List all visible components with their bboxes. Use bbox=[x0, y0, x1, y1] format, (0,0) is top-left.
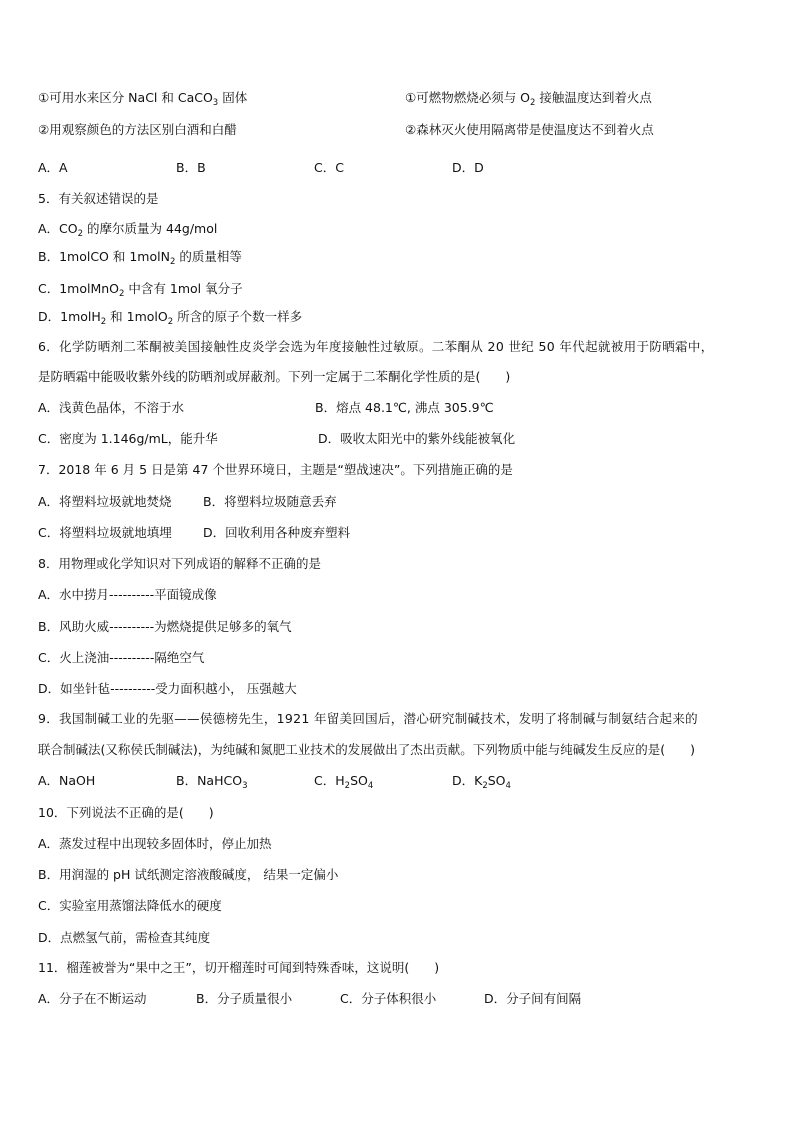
q7-option-a: A．将塑料垃圾就地焚烧 bbox=[38, 494, 172, 509]
q8-stem: 8．用物理或化学知识对下列成语的解释不正确的是 bbox=[38, 556, 321, 571]
q11-option-a: A．分子在不断运动 bbox=[38, 991, 147, 1006]
q6-option-b: B．熔点 48.1℃, 沸点 305.9℃ bbox=[315, 400, 494, 415]
q10-option-c: C．实验室用蒸馏法降低水的硬度 bbox=[38, 898, 222, 913]
q5-option-d: D．1molH$_2$ 和 1molO$_2$ 所含的原子个数一样多 bbox=[38, 309, 303, 327]
q5-stem: 5．有关叙述错误的是 bbox=[38, 191, 159, 206]
q9-option-b: B．NaHCO$_3$ bbox=[176, 773, 248, 791]
q11-option-c: C．分子体积很小 bbox=[340, 991, 437, 1006]
q9-option-c: C．$H_2SO_4$ bbox=[314, 773, 374, 791]
q10-option-d: D．点燃氢气前，需检查其纯度 bbox=[38, 930, 211, 945]
q5-option-c: C．1molMnO$_2$ 中含有 1mol 氧分子 bbox=[38, 281, 243, 299]
q6-stem-line-1: 6．化学防晒剂二苯酮被美国接触性皮炎学会选为年度接触性过敏原。二苯酮从 20 世纪 50 年代起就被用于防晒霜中， bbox=[38, 339, 714, 354]
q4-option-a: A．A bbox=[38, 160, 68, 175]
q7-option-d: D．回收利用各种废弃塑料 bbox=[203, 525, 351, 540]
q10-option-b: B．用润湿的 pH 试纸测定溶液酸碱度， 结果一定偏小 bbox=[38, 867, 339, 882]
q11-option-d: D．分子间有间隔 bbox=[484, 991, 582, 1006]
q7-stem: 7．2018 年 6 月 5 日是第 47 个世界环境日，主题是“塑战速决”。下列措施正确的是 bbox=[38, 462, 513, 477]
q11-option-b: B．分子质量很小 bbox=[196, 991, 293, 1006]
q6-option-a: A．浅黄色晶体，不溶于水 bbox=[38, 400, 185, 415]
q10-stem: 10．下列说法不正确的是( ) bbox=[38, 805, 214, 820]
q9-option-d: D．$K_2SO_4$ bbox=[452, 773, 511, 791]
q6-stem-line-2: 是防晒霜中能吸收紫外线的防晒剂或屏蔽剂。下列一定属于二苯酮化学性质的是( ) bbox=[38, 369, 511, 384]
q8-option-d: D．如坐针毡----------受力面积越小， 压强越大 bbox=[38, 681, 297, 696]
q5-option-a: A．$CO_2$ 的摩尔质量为 44g/mol bbox=[38, 221, 218, 239]
q4-item-right-2: ②森林灭火使用隔离带是使温度达不到着火点 bbox=[405, 122, 654, 137]
q11-stem: 11．榴莲被誉为“果中之王”，切开榴莲时可闻到特殊香味，这说明( ) bbox=[38, 960, 440, 975]
q4-item-right-1: ①可燃物燃烧必须与 $O_2$ 接触温度达到着火点 bbox=[405, 90, 652, 108]
q8-option-c: C．火上浇油----------隔绝空气 bbox=[38, 650, 205, 665]
q8-option-b: B．风助火威----------为燃烧提供足够多的氧气 bbox=[38, 619, 292, 634]
q6-option-d: D．吸收太阳光中的紫外线能被氧化 bbox=[318, 431, 516, 446]
q4-item-left-2: ②用观察颜色的方法区别白酒和白醋 bbox=[38, 122, 237, 137]
q4-option-b: B．B bbox=[176, 160, 206, 175]
q9-stem-line-2: 联合制碱法(又称侯氏制碱法)，为纯碱和氮肥工业技术的发展做出了杰出贡献。下列物质中能与纯碱发生反应的是( ) bbox=[38, 742, 696, 757]
q8-option-a: A．水中捞月----------平面镜成像 bbox=[38, 587, 217, 602]
q6-option-c: C．密度为 1.146g/mL，能升华 bbox=[38, 431, 218, 446]
q7-option-c: C．将塑料垃圾就地填埋 bbox=[38, 525, 172, 540]
q5-option-b: B．1molCO 和 1molN$_2$ 的质量相等 bbox=[38, 249, 242, 267]
q10-option-a: A．蒸发过程中出现较多固体时，停止加热 bbox=[38, 836, 272, 851]
q9-option-a: A．NaOH bbox=[38, 773, 96, 788]
q4-item-left-1: ①可用水来区分 NaCl 和 CaCO$_3$ 固体 bbox=[38, 90, 248, 108]
q4-option-c: C．C bbox=[314, 160, 344, 175]
q9-stem-line-1: 9．我国制碱工业的先驱——侯德榜先生，1921 年留美回国后，潜心研究制碱技术，发明了将制碱与制氨结合起来的 bbox=[38, 711, 698, 726]
q7-option-b: B．将塑料垃圾随意丢弃 bbox=[203, 494, 337, 509]
q4-option-d: D．D bbox=[452, 160, 484, 175]
